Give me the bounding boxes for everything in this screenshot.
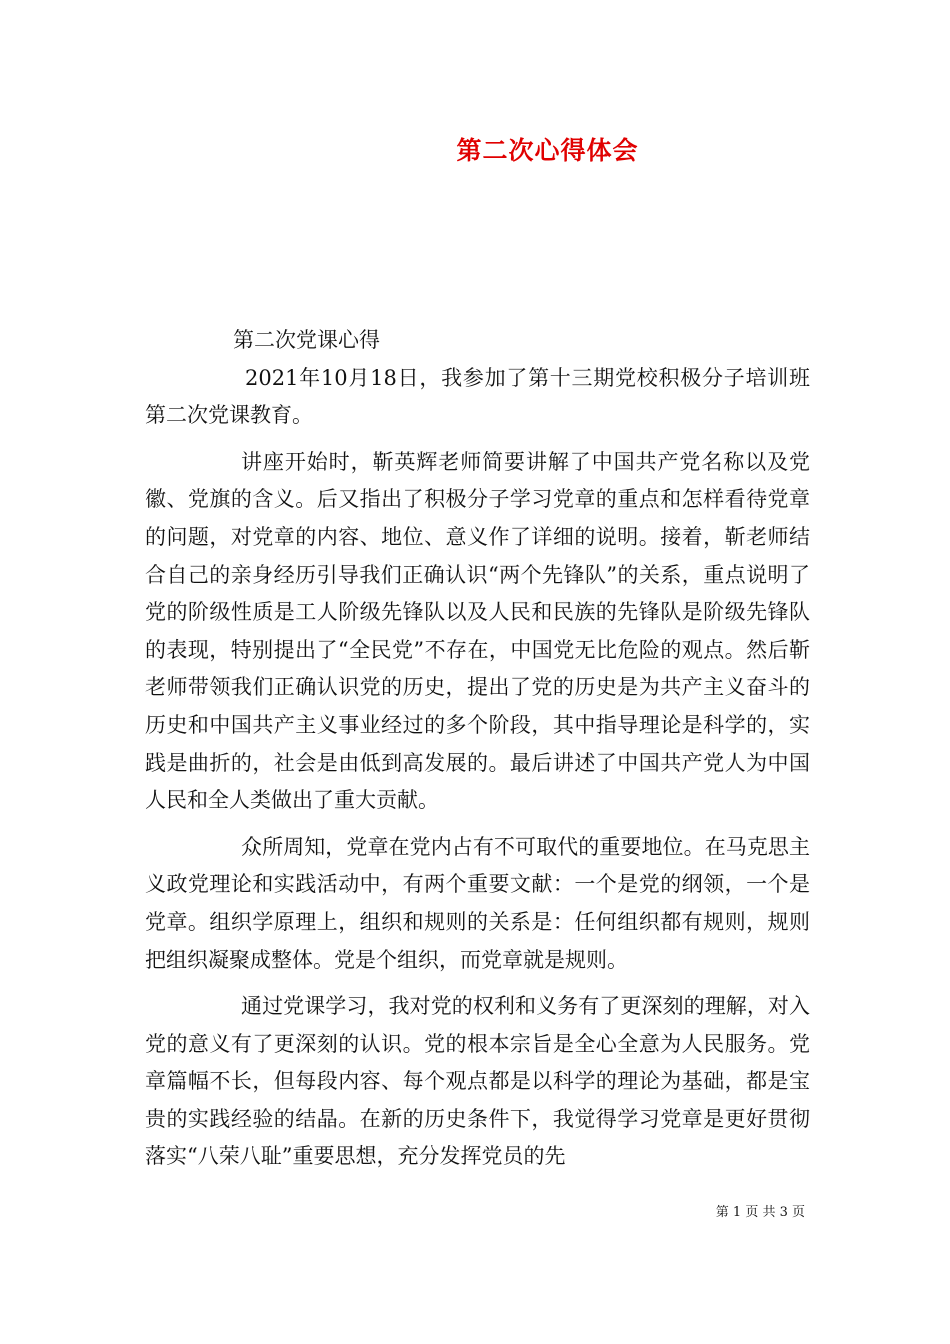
paragraph-4: 通过党课学习，我对党的权利和义务有了更深刻的理解，对入党的意义有了更深刻的认识。党的根本宗旨是全心全意为人民服务。党章篇幅不长，但每段内容、每个观点都是以科学的理论为基础，都是宝贵的实践经验的结晶。在新的历史条件下，我觉得学习党章是更好贯彻落实“八荣八耻”重要思想，充分发挥党员的先 [145, 994, 810, 1169]
page-number-footer: 第 1 页 共 3 页 [715, 1205, 805, 1220]
document-subtitle: 第二次党课心得 [233, 328, 380, 352]
paragraph-2: 讲座开始时，靳英辉老师简要讲解了中国共产党名称以及党徽、党旗的含义。后又指出了积极分子学习党章的重点和怎样看待党章的问题，对党章的内容、地位、意义作了详细的说明。接着，靳老师结合自己的亲身经历引导我们正确认识“两个先锋队”的关系，重点说明了党的阶级性质是工人阶级先锋队以及人民和民族的先锋队是阶级先锋队的表现，特别提出了“全民党”不存在，中国党无比危险的观点。然后靳老师带领我们正确认识党的历史，提出了党的历史是为共产主义奋斗的历史和中国共产主义事业经过的多个阶段，其中指导理论是科学的，实践是曲折的，社会是由低到高发展的。最后讲述了中国共产党人为中国人民和全人类做出了重大贡献。 [145, 449, 810, 813]
paragraph-3: 众所周知，党章在党内占有不可取代的重要地位。在马克思主义政党理论和实践活动中，有两个重要文献：一个是党的纲领，一个是党章。组织学原理上，组织和规则的关系是：任何组织都有规则，规则把组织凝聚成整体。党是个组织，而党章就是规则。 [145, 834, 810, 972]
document-title: 第二次心得体会 [456, 136, 639, 165]
document-body [145, 322, 810, 1176]
paragraph-1: 2021年10月18日，我参加了第十三期党校积极分子培训班第二次党课教育。 [145, 365, 810, 428]
